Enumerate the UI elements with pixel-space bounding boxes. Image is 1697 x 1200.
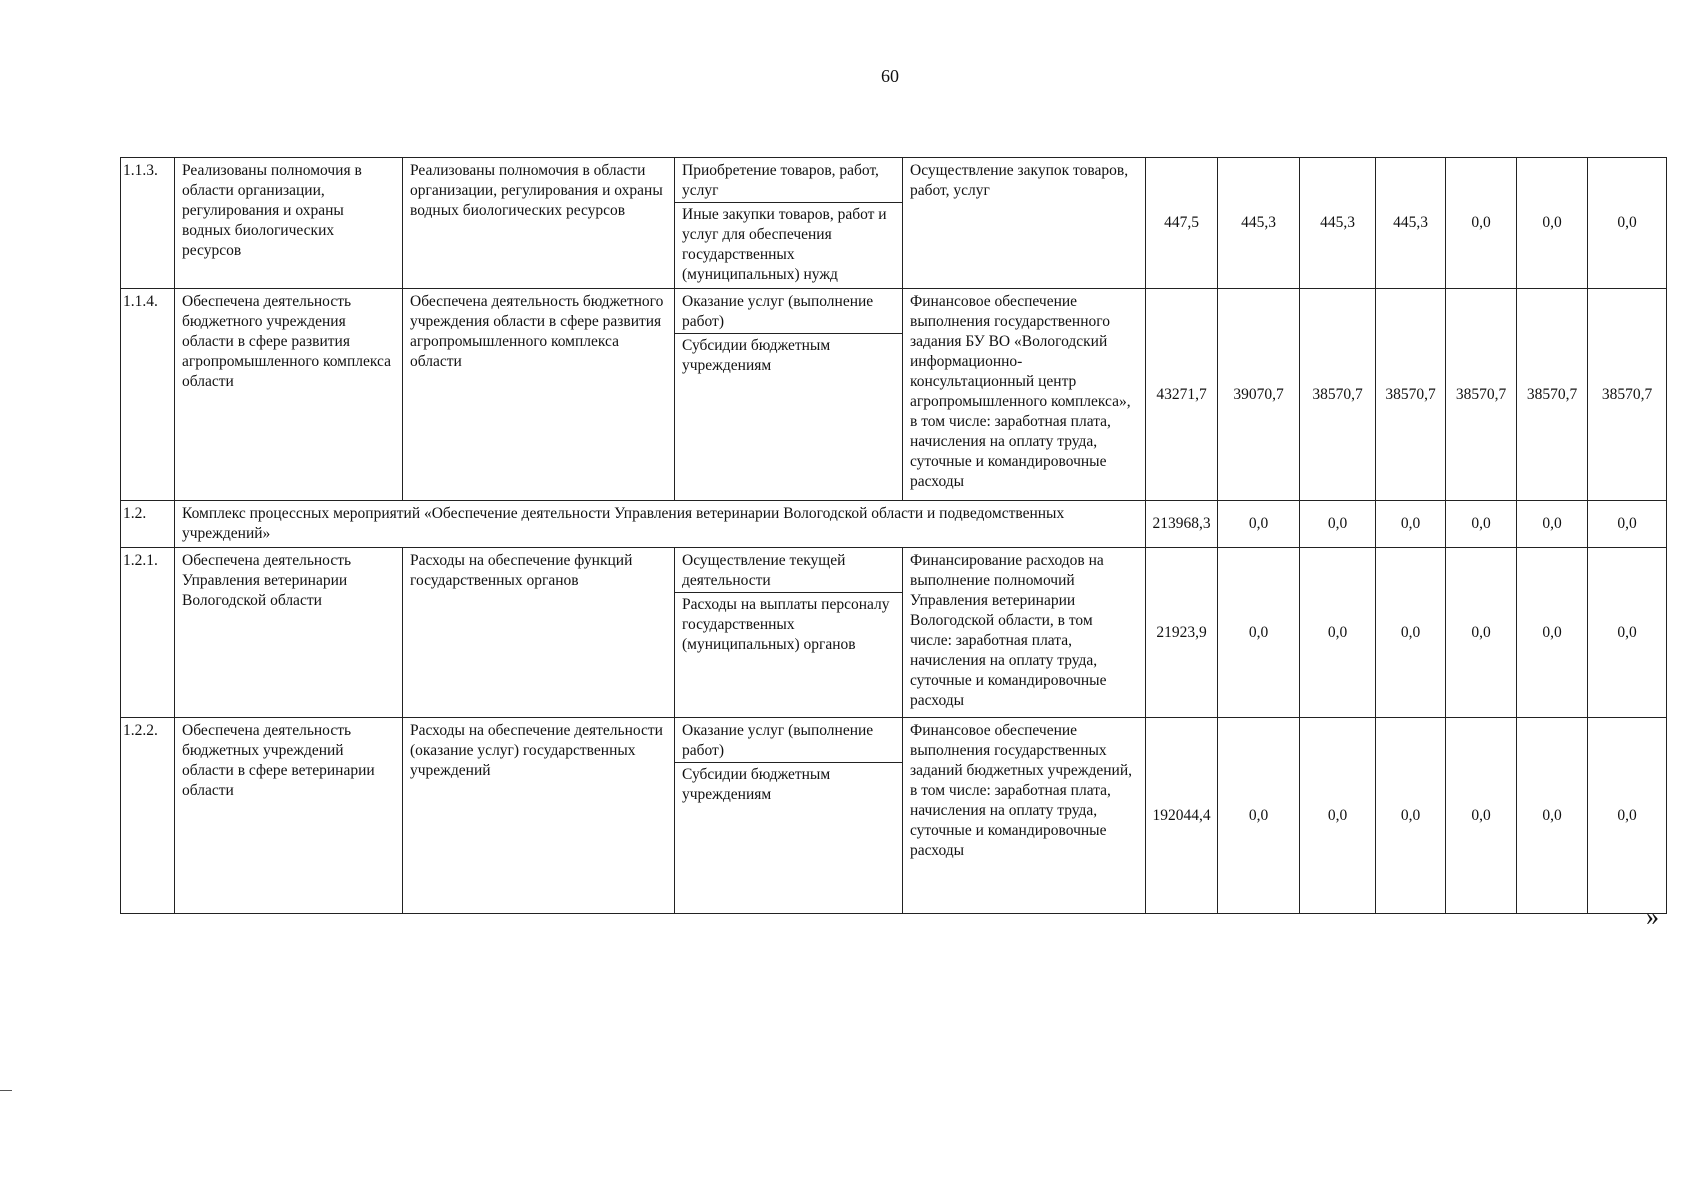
- value-cell: 38570,7: [1517, 289, 1588, 501]
- value-cell: 0,0: [1446, 718, 1517, 914]
- task-cell: Обеспечена деятельность Управления ветеринарии Вологодской области: [175, 548, 403, 718]
- value-cell: 0,0: [1300, 501, 1376, 548]
- row-code: 1.1.3.: [121, 158, 175, 289]
- activity-cell: Расходы на обеспечение деятельности (оказание услуг) государственных учреждений: [403, 718, 675, 914]
- expense-type-bottom: Иные закупки товаров, работ и услуг для обеспечения государственных (муниципальных) нужд: [682, 206, 887, 283]
- activity-cell: Обеспечена деятельность бюджетного учреждения области в сфере развития агропромышленного комплекса области: [403, 289, 675, 501]
- activity-cell: Реализованы полномочия в области организации, регулирования и охраны водных биологических ресурсов: [403, 158, 675, 289]
- expense-type-cell: [675, 718, 903, 914]
- value-cell: 0,0: [1517, 501, 1588, 548]
- value-cell: 0,0: [1300, 548, 1376, 718]
- value-cell: 38570,7: [1446, 289, 1517, 501]
- expense-type-top: Осуществление текущей деятельности: [675, 548, 902, 593]
- value-cell: 445,3: [1300, 158, 1376, 289]
- value-cell: 447,5: [1146, 158, 1218, 289]
- value-cell: 0,0: [1446, 548, 1517, 718]
- value-cell: 0,0: [1376, 548, 1446, 718]
- description-cell: Финансирование расходов на выполнение полномочий Управления ветеринарии Вологодской области, в том числе: заработная плата, начисления на оплату труда, суточные и командировочные расходы: [903, 548, 1146, 718]
- table-row: [121, 158, 1667, 289]
- description-cell: Финансовое обеспечение выполнения государственного задания БУ ВО «Вологодский информационно-консультационный центр агропромышленного комплекса», в том числе: заработная плата, начисления на оплату труда, суточные и командировочные расходы: [903, 289, 1146, 501]
- expense-type-bottom: Субсидии бюджетным учреждениям: [682, 766, 831, 803]
- value-cell: 0,0: [1218, 718, 1300, 914]
- row-code: 1.1.4.: [121, 289, 175, 501]
- task-cell: Обеспечена деятельность бюджетного учреждения области в сфере развития агропромышленного комплекса области: [175, 289, 403, 501]
- expense-type-bottom: Субсидии бюджетным учреждениям: [682, 337, 831, 374]
- value-cell: 0,0: [1376, 501, 1446, 548]
- value-cell: 38570,7: [1376, 289, 1446, 501]
- value-cell: 0,0: [1446, 501, 1517, 548]
- value-cell: 39070,7: [1218, 289, 1300, 501]
- value-cell: 0,0: [1517, 718, 1588, 914]
- value-cell: 0,0: [1517, 548, 1588, 718]
- row-code: 1.2.: [121, 501, 175, 548]
- row-code: 1.2.2.: [121, 718, 175, 914]
- value-cell: 0,0: [1588, 718, 1667, 914]
- expense-type-top: Оказание услуг (выполнение работ): [675, 289, 902, 334]
- budget-table: [120, 157, 1667, 914]
- expense-type-bottom: Расходы на выплаты персоналу государственных (муниципальных) органов: [682, 596, 890, 653]
- complex-title-cell: Комплекс процессных мероприятий «Обеспечение деятельности Управления ветеринарии Вологодской области и подведомственных учреждений»: [175, 501, 1146, 548]
- value-cell: 0,0: [1588, 501, 1667, 548]
- value-cell: 0,0: [1446, 158, 1517, 289]
- value-cell: 0,0: [1300, 718, 1376, 914]
- value-cell: 445,3: [1376, 158, 1446, 289]
- table-row: [121, 718, 1667, 914]
- value-cell: 192044,4: [1146, 718, 1218, 914]
- value-cell: 0,0: [1517, 158, 1588, 289]
- value-cell: 43271,7: [1146, 289, 1218, 501]
- expense-type-cell: [675, 289, 903, 501]
- value-cell: 0,0: [1588, 548, 1667, 718]
- value-cell: 38570,7: [1588, 289, 1667, 501]
- expense-type-cell: [675, 548, 903, 718]
- value-cell: 0,0: [1376, 718, 1446, 914]
- value-cell: 213968,3: [1146, 501, 1218, 548]
- row-code: 1.2.1.: [121, 548, 175, 718]
- task-cell: Реализованы полномочия в области организации, регулирования и охраны водных биологических ресурсов: [175, 158, 403, 289]
- table-row: [121, 501, 1667, 548]
- table-row: [121, 289, 1667, 501]
- margin-tick: [0, 1090, 12, 1091]
- description-cell: Финансовое обеспечение выполнения государственных заданий бюджетных учреждений, в том числе: заработная плата, начисления на оплату труда, суточные и командировочные расходы: [903, 718, 1146, 914]
- value-cell: 21923,9: [1146, 548, 1218, 718]
- expense-type-cell: [675, 158, 903, 289]
- value-cell: 0,0: [1218, 501, 1300, 548]
- activity-cell: Расходы на обеспечение функций государственных органов: [403, 548, 675, 718]
- table-row: [121, 548, 1667, 718]
- task-cell: Обеспечена деятельность бюджетных учреждений области в сфере ветеринарии области: [175, 718, 403, 914]
- closing-quote: »: [1646, 902, 1659, 931]
- value-cell: 445,3: [1218, 158, 1300, 289]
- description-cell: Осуществление закупок товаров, работ, услуг: [903, 158, 1146, 289]
- expense-type-top: Оказание услуг (выполнение работ): [675, 718, 902, 763]
- expense-type-top: Приобретение товаров, работ, услуг: [675, 158, 902, 203]
- page-number: 60: [881, 66, 899, 86]
- value-cell: 0,0: [1218, 548, 1300, 718]
- value-cell: 0,0: [1588, 158, 1667, 289]
- value-cell: 38570,7: [1300, 289, 1376, 501]
